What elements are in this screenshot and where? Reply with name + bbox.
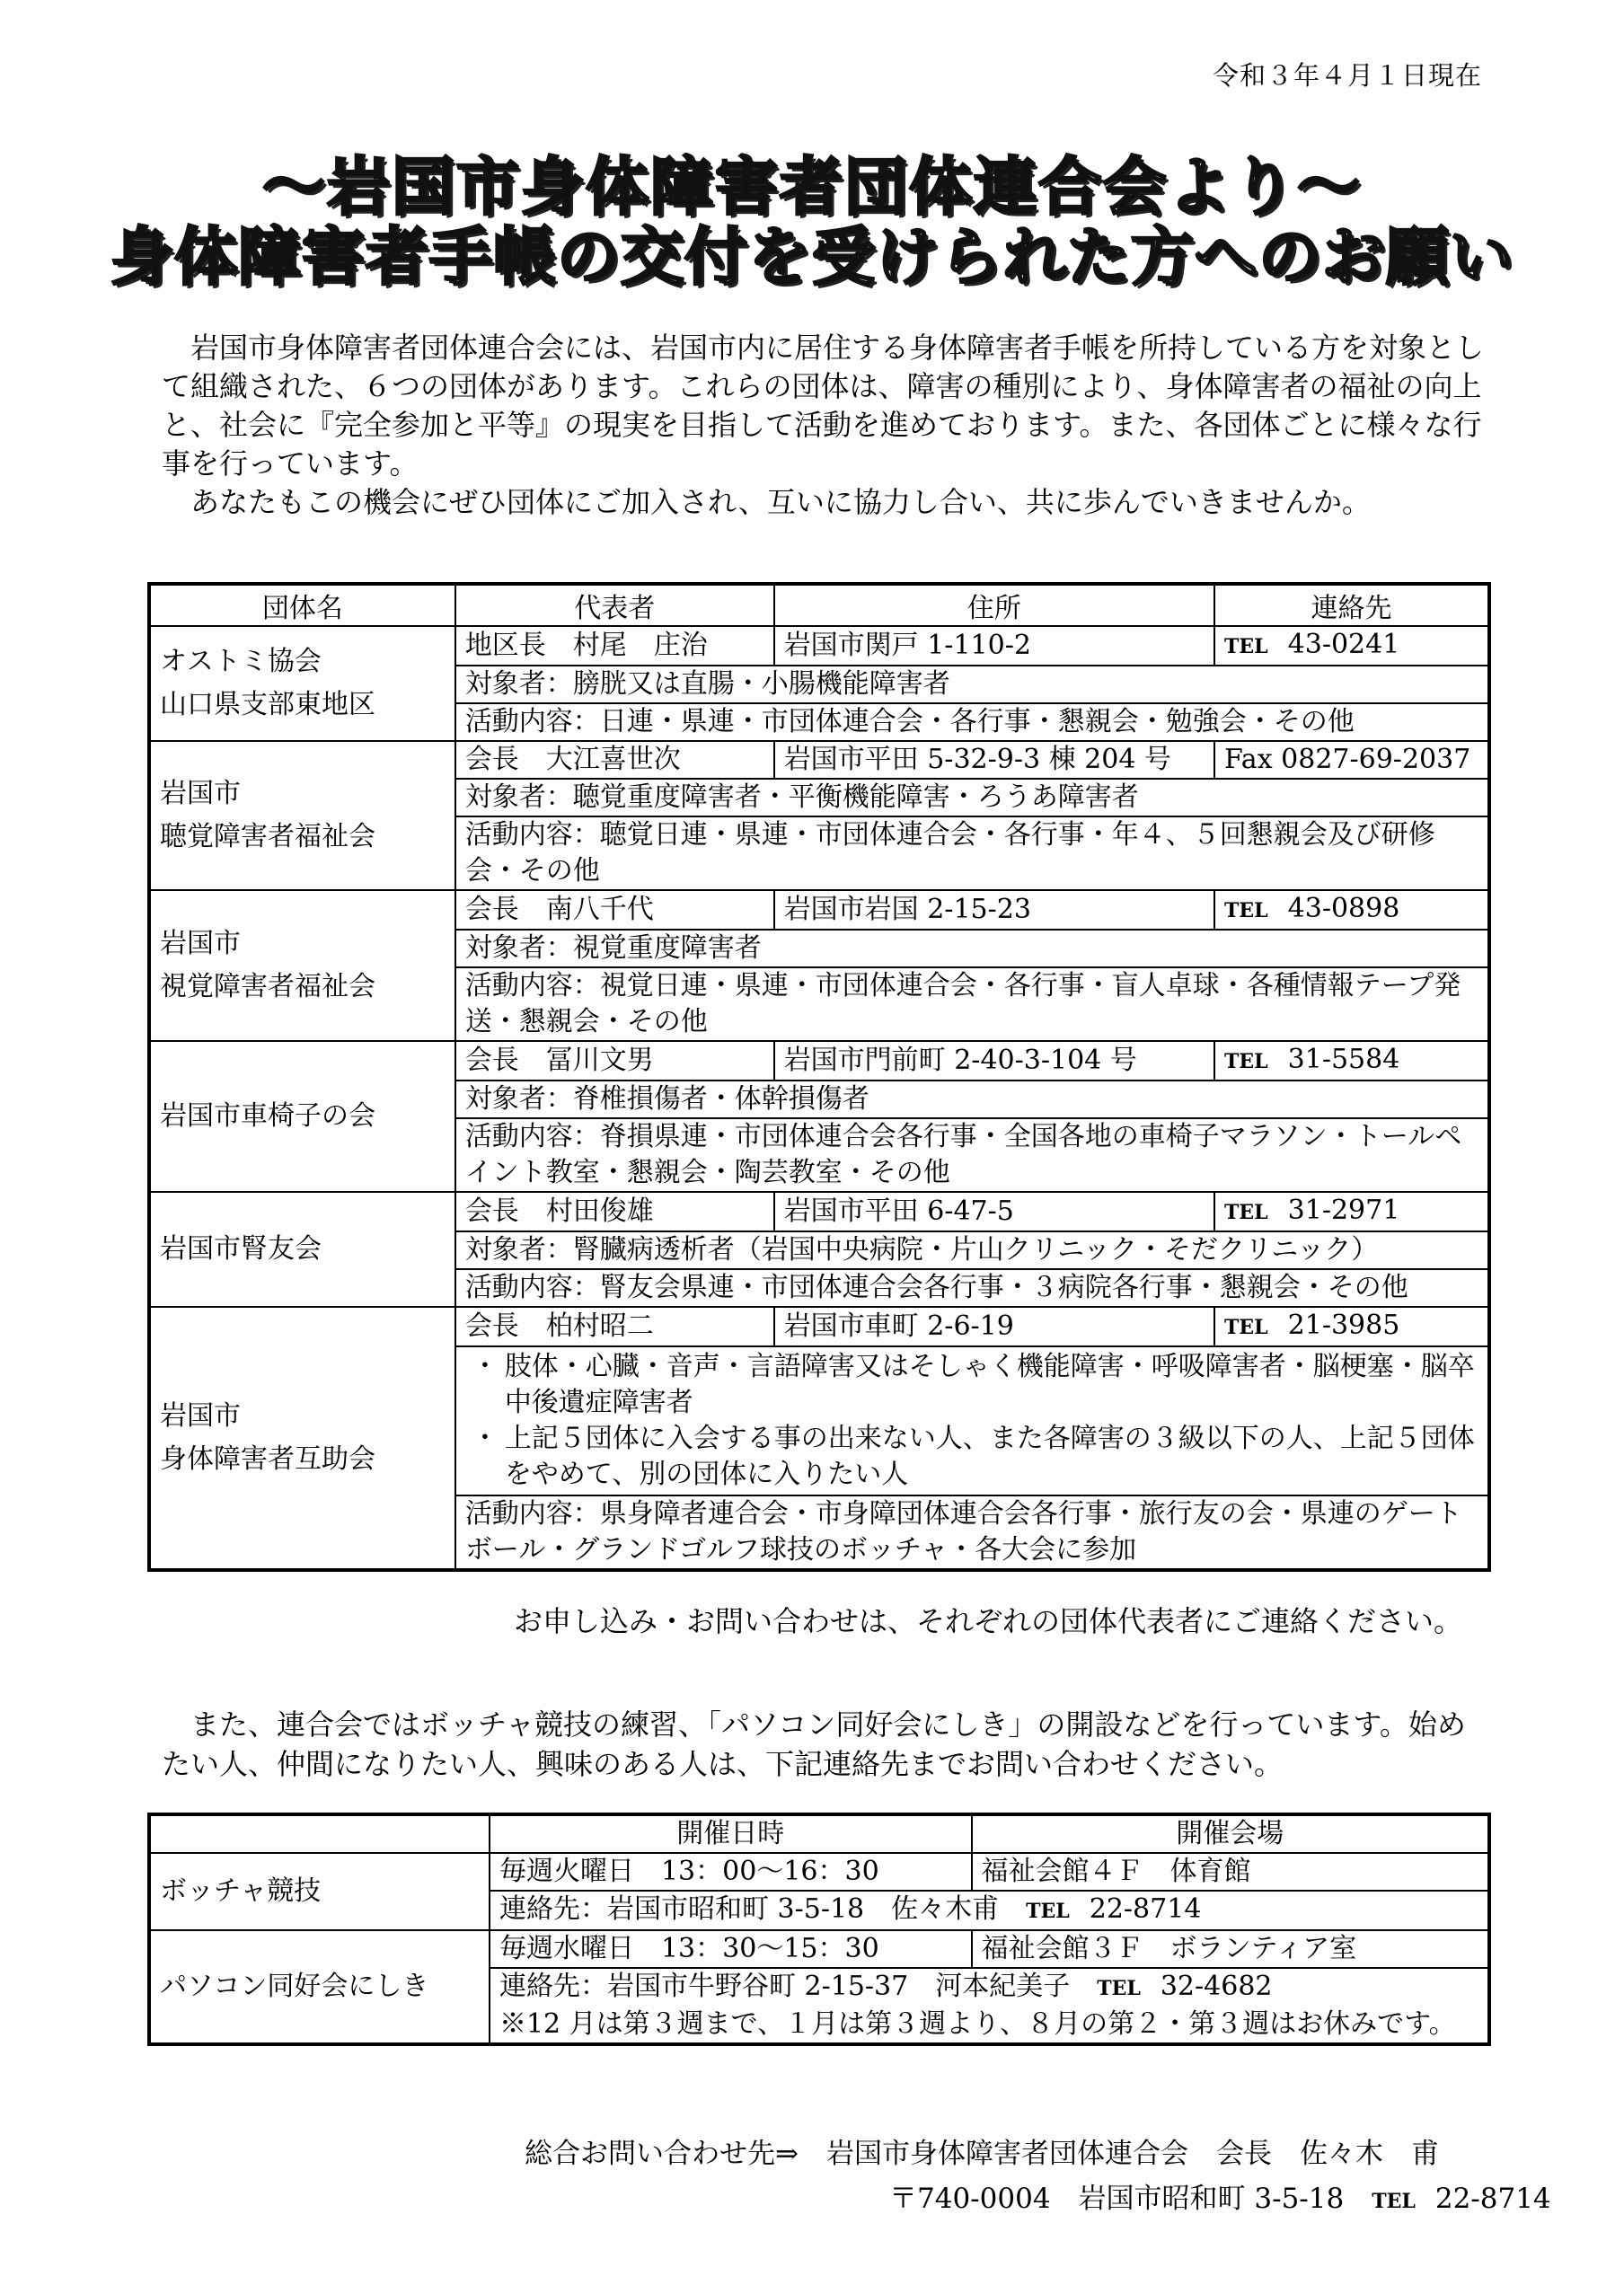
header-contact: 連絡先	[1214, 584, 1489, 626]
events-table	[147, 1813, 1491, 2046]
table-row	[149, 890, 1489, 930]
header-blank	[149, 1814, 490, 1853]
org-target: 対象者：聴覚重度障害者・平衡機能障害・ろうあ障害者	[455, 779, 1489, 816]
org-name: オストミ協会 山口県支部東地区	[149, 626, 455, 741]
intro-paragraph: 岩国市身体障害者団体連合会には、岩国市内に居住する身体障害者手帳を所持している方を対象として組織された、６つの団体があります。これらの団体は、障害の種別により、身体障害者の福祉の向上と、社会に『完全参加と平等』の現実を目指して活動を進めております。また、各団体ごとに様々な行事を行っています。	[162, 331, 1485, 481]
org-activity: 活動内容：県身障者連合会・市身障団体連合会各行事・旅行友の会・県連のゲートボール・グランドゴルフ球技のボッチャ・各大会に参加	[455, 1495, 1489, 1570]
header-venue: 開催会場	[972, 1814, 1489, 1853]
org-contact: TEL 43-0898	[1214, 890, 1489, 930]
org-address: 岩国市関戸 1-110-2	[774, 626, 1214, 666]
organizations-table	[147, 582, 1491, 1572]
tel-icon: TEL	[1026, 1900, 1070, 1923]
event-venue: 福祉会館３Ｆ ボランティア室	[972, 1930, 1489, 1968]
org-target	[455, 1346, 1489, 1495]
org-activity: 活動内容：視覚日連・県連・市団体連合会・各行事・盲人卓球・各種情報テープ発送・懇親会・その他	[455, 967, 1489, 1041]
event-name: パソコン同好会にしき	[149, 1930, 490, 2044]
title-line-2: 身体障害者手帳の交付を受けられた方へのお願い	[110, 220, 1514, 294]
contact-note: お申し込み・お問い合わせは、それぞれの団体代表者にご連絡ください。	[513, 1604, 1462, 1638]
org-address: 岩国市岩国 2-15-23	[774, 890, 1214, 930]
org-activity: 活動内容：腎友会県連・市団体連合会各行事・３病院各行事・懇親会・その他	[455, 1269, 1489, 1307]
org-rep: 会長 南八千代	[455, 890, 774, 930]
org-rep: 会長 柏村昭二	[455, 1307, 774, 1346]
tel-icon: TEL	[1224, 1316, 1268, 1339]
org-target: 対象者：視覚重度障害者	[455, 930, 1489, 967]
list-item: ・ 肢体・心臓・音声・言語障害又はそしゃく機能障害・呼吸障害者・脳梗塞・脳卒中後遺症障害者	[471, 1351, 1475, 1418]
org-target: 対象者：脊椎損傷者・体幹損傷者	[455, 1081, 1489, 1118]
header-datetime: 開催日時	[490, 1814, 972, 1853]
header-representative: 代表者	[455, 584, 774, 626]
footer-contact-label: 総合お問い合わせ先⇒ 岩国市身体障害者団体連合会 会長 佐々木 甫	[525, 2138, 1439, 2170]
org-activity: 活動内容：脊損県連・市団体連合会各行事・全国各地の車椅子マラソン・トールペイント教室・懇親会・陶芸教室・その他	[455, 1118, 1489, 1192]
org-address: 岩国市平田 6-47-5	[774, 1192, 1214, 1231]
table-row	[149, 1853, 1489, 1891]
table-row	[149, 1307, 1489, 1346]
event-name: ボッチャ競技	[149, 1853, 490, 1930]
table-row	[149, 1930, 1489, 1968]
org-contact: TEL 31-2971	[1214, 1192, 1489, 1231]
tel-icon: TEL	[1224, 1050, 1268, 1073]
event-time: 毎週火曜日 13：00～16：30	[490, 1853, 972, 1891]
org-name: 岩国市 視覚障害者福祉会	[149, 890, 455, 1041]
tel-icon: TEL	[1372, 2190, 1416, 2213]
table-row	[149, 1192, 1489, 1231]
intro-paragraph: あなたもこの機会にぜひ団体にご加入され、互いに協力し合い、共に歩んでいきませんか。	[190, 485, 1371, 519]
table-row	[149, 1041, 1489, 1081]
org-name: 岩国市 身体障害者互助会	[149, 1307, 455, 1570]
org-activity: 活動内容：日連・県連・市団体連合会・各行事・懇親会・勉強会・その他	[455, 703, 1489, 741]
org-activity: 活動内容：聴覚日連・県連・市団体連合会・各行事・年４、５回懇親会及び研修会・その他	[455, 816, 1489, 890]
intro-2-paragraph: また、連合会ではボッチャ競技の練習、「パソコン同好会にしき」の開設などを行っています。始めたい人、仲間になりたい人、興味のある人は、下記連絡先までお問い合わせください。	[162, 1707, 1466, 1781]
org-contact: TEL 43-0241	[1214, 626, 1489, 666]
org-rep: 会長 大江喜世次	[455, 741, 774, 779]
tel-icon: TEL	[1224, 1201, 1268, 1224]
org-contact: TEL 21-3985	[1214, 1307, 1489, 1346]
intro-2-text	[162, 1705, 1491, 1784]
org-address: 岩国市門前町 2-40-3-104 号	[774, 1041, 1214, 1081]
title-line-1: ～岩国市身体障害者団体連合会より～	[262, 150, 1362, 224]
list-item: ・ 上記５団体に入会する事の出来ない人、また各障害の３級以下の人、上記５団体をやめて、別の団体に入りたい人	[471, 1423, 1475, 1490]
org-address: 岩国市車町 2-6-19	[774, 1307, 1214, 1346]
intro-text	[162, 329, 1491, 522]
tel-icon: TEL	[1097, 1977, 1141, 2000]
org-contact: Fax 0827-69-2037	[1214, 741, 1489, 779]
event-note: ※12 月は第３週まで、１月は第３週より、８月の第２・第３週はお休みです。	[499, 2008, 1456, 2040]
org-contact: TEL 31-5584	[1214, 1041, 1489, 1081]
table-header-row	[149, 1814, 1489, 1853]
org-rep: 会長 冨川文男	[455, 1041, 774, 1081]
org-target: 対象者：膀胱又は直腸・小腸機能障害者	[455, 666, 1489, 703]
org-name: 岩国市 聴覚障害者福祉会	[149, 741, 455, 890]
footer-address: 〒740-0004 岩国市昭和町 3-5-18 TEL 22-8714	[889, 2183, 1551, 2215]
org-rep: 会長 村田俊雄	[455, 1192, 774, 1231]
event-time: 毎週水曜日 13：30～15：30	[490, 1930, 972, 1968]
tel-icon: TEL	[1224, 899, 1268, 922]
event-venue: 福祉会館４Ｆ 体育館	[972, 1853, 1489, 1891]
date-stamp: 令和３年４月１日現在	[1212, 60, 1482, 91]
table-row	[149, 626, 1489, 666]
org-name: 岩国市車椅子の会	[149, 1041, 455, 1192]
table-row	[149, 741, 1489, 779]
org-address: 岩国市平田 5-32-9-3 棟 204 号	[774, 741, 1214, 779]
org-name: 岩国市腎友会	[149, 1192, 455, 1307]
header-address: 住所	[774, 584, 1214, 626]
org-target: 対象者：腎臓病透析者（岩国中央病院・片山クリニック・そだクリニック）	[455, 1231, 1489, 1269]
tel-icon: TEL	[1224, 635, 1268, 658]
org-rep: 地区長 村尾 庄治	[455, 626, 774, 666]
event-contact: 連絡先：岩国市昭和町 3-5-18 佐々木甫 TEL 22-8714	[490, 1891, 1489, 1930]
header-org-name: 団体名	[149, 584, 455, 626]
table-header-row	[149, 584, 1489, 626]
event-contact: 連絡先：岩国市牛野谷町 2-15-37 河本紀美子 TEL 32-4682 ※12 月は第３週まで、１月は第３週より、８月の第２・第３週はお休みです。	[490, 1968, 1489, 2044]
